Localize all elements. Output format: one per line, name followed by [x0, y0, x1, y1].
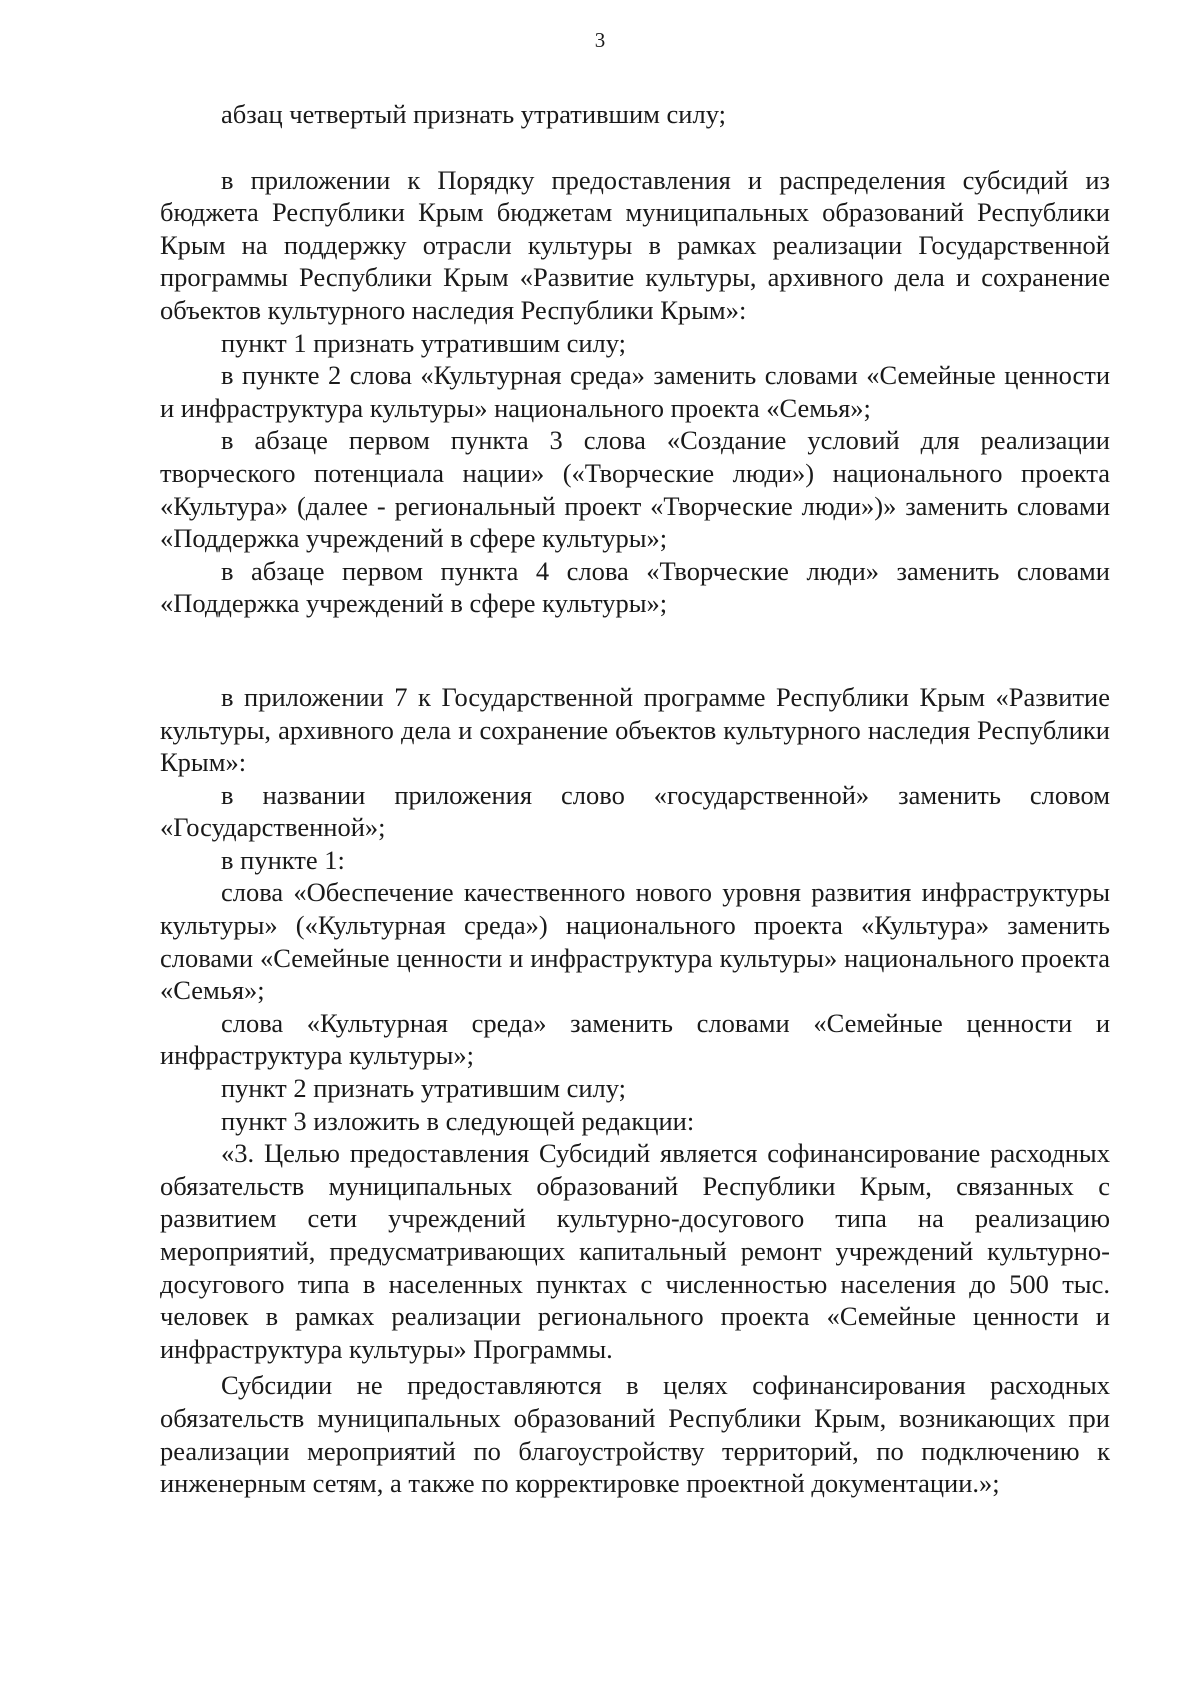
paragraph-5: в абзаце первом пункта 3 слова «Создание условий для реализации творческого потенциала нации» («Творческие люди») национального проекта «Культура» (далее - региональный проект «Творческие люди»)» заменить словами «Поддержка учреждений в сфере культуры»; — [160, 425, 1110, 554]
paragraph-1: абзац четвертый признать утратившим силу; — [221, 99, 726, 129]
paragraph-8: в названии приложения слово «государственной» заменить словом «Государственной»; — [160, 779, 1110, 843]
paragraph-13: пункт 3 изложить в следующей редакции: — [221, 1105, 695, 1136]
paragraph-14: «3. Целью предоставления Субсидий является софинансирование расходных обязательств муниципальных образований Республики Крым, связанных с развитием сети учреждений культурно-досугового типа на реализацию мероприятий, предусматривающих капитальный ремонт учреждений культурно-досугового типа в населенных пунктах с численностью населения до 500 тыс. человек в рамках реализации регионального проекта «Семейные ценности и инфраструктура культуры» Программы. — [160, 1138, 1110, 1364]
paragraph-4: в пункте 2 слова «Культурная среда» заменить словами «Семейные ценности и инфраструктура культуры» национального проекта «Семья»; — [160, 360, 1110, 423]
paragraph-12: пункт 2 признать утратившим силу; — [221, 1073, 627, 1104]
paragraph-7: в приложении 7 к Государственной программе Республики Крым «Развитие культуры, архивного дела и сохранение объектов культурного наследия Республики Крым»: — [160, 681, 1110, 778]
paragraph-2: в приложении к Порядку предоставления и распределения субсидий из бюджета Республики Крым бюджетам муниципальных образований Республики Крым на поддержку отрасли культуры в рамках реализации Государственной программы Республики Крым «Развитие культуры, архивного дела и сохранение объектов культурного наследия Республики Крым»: — [160, 164, 1110, 325]
document-body — [160, 98, 1110, 1500]
paragraph-10: слова «Обеспечение качественного нового уровня развития инфраструктуры культуры» («Культурная среда») национального проекта «Культура» заменить словами «Семейные ценности и инфраструктура культуры» национального проекта «Семья»; — [160, 877, 1110, 1006]
paragraph-11: слова «Культурная среда» заменить словами «Семейные ценности и инфраструктура культуры»; — [160, 1007, 1110, 1071]
paragraph-15: Субсидии не предоставляются в целях софинансирования расходных обязательств муниципальных образований Республики Крым, возникающих при реализации мероприятий по благоустройству территорий, по подключению к инженерным сетям, а также по корректировке проектной документации.»; — [160, 1370, 1110, 1499]
paragraph-6: в абзаце первом пункта 4 слова «Творческие люди» заменить словами «Поддержка учреждений в сфере культуры»; — [160, 555, 1110, 619]
paragraph-3: пункт 1 признать утратившим силу; — [221, 327, 627, 358]
page-number: 3 — [594, 28, 606, 52]
paragraph-9: в пункте 1: — [221, 844, 345, 875]
